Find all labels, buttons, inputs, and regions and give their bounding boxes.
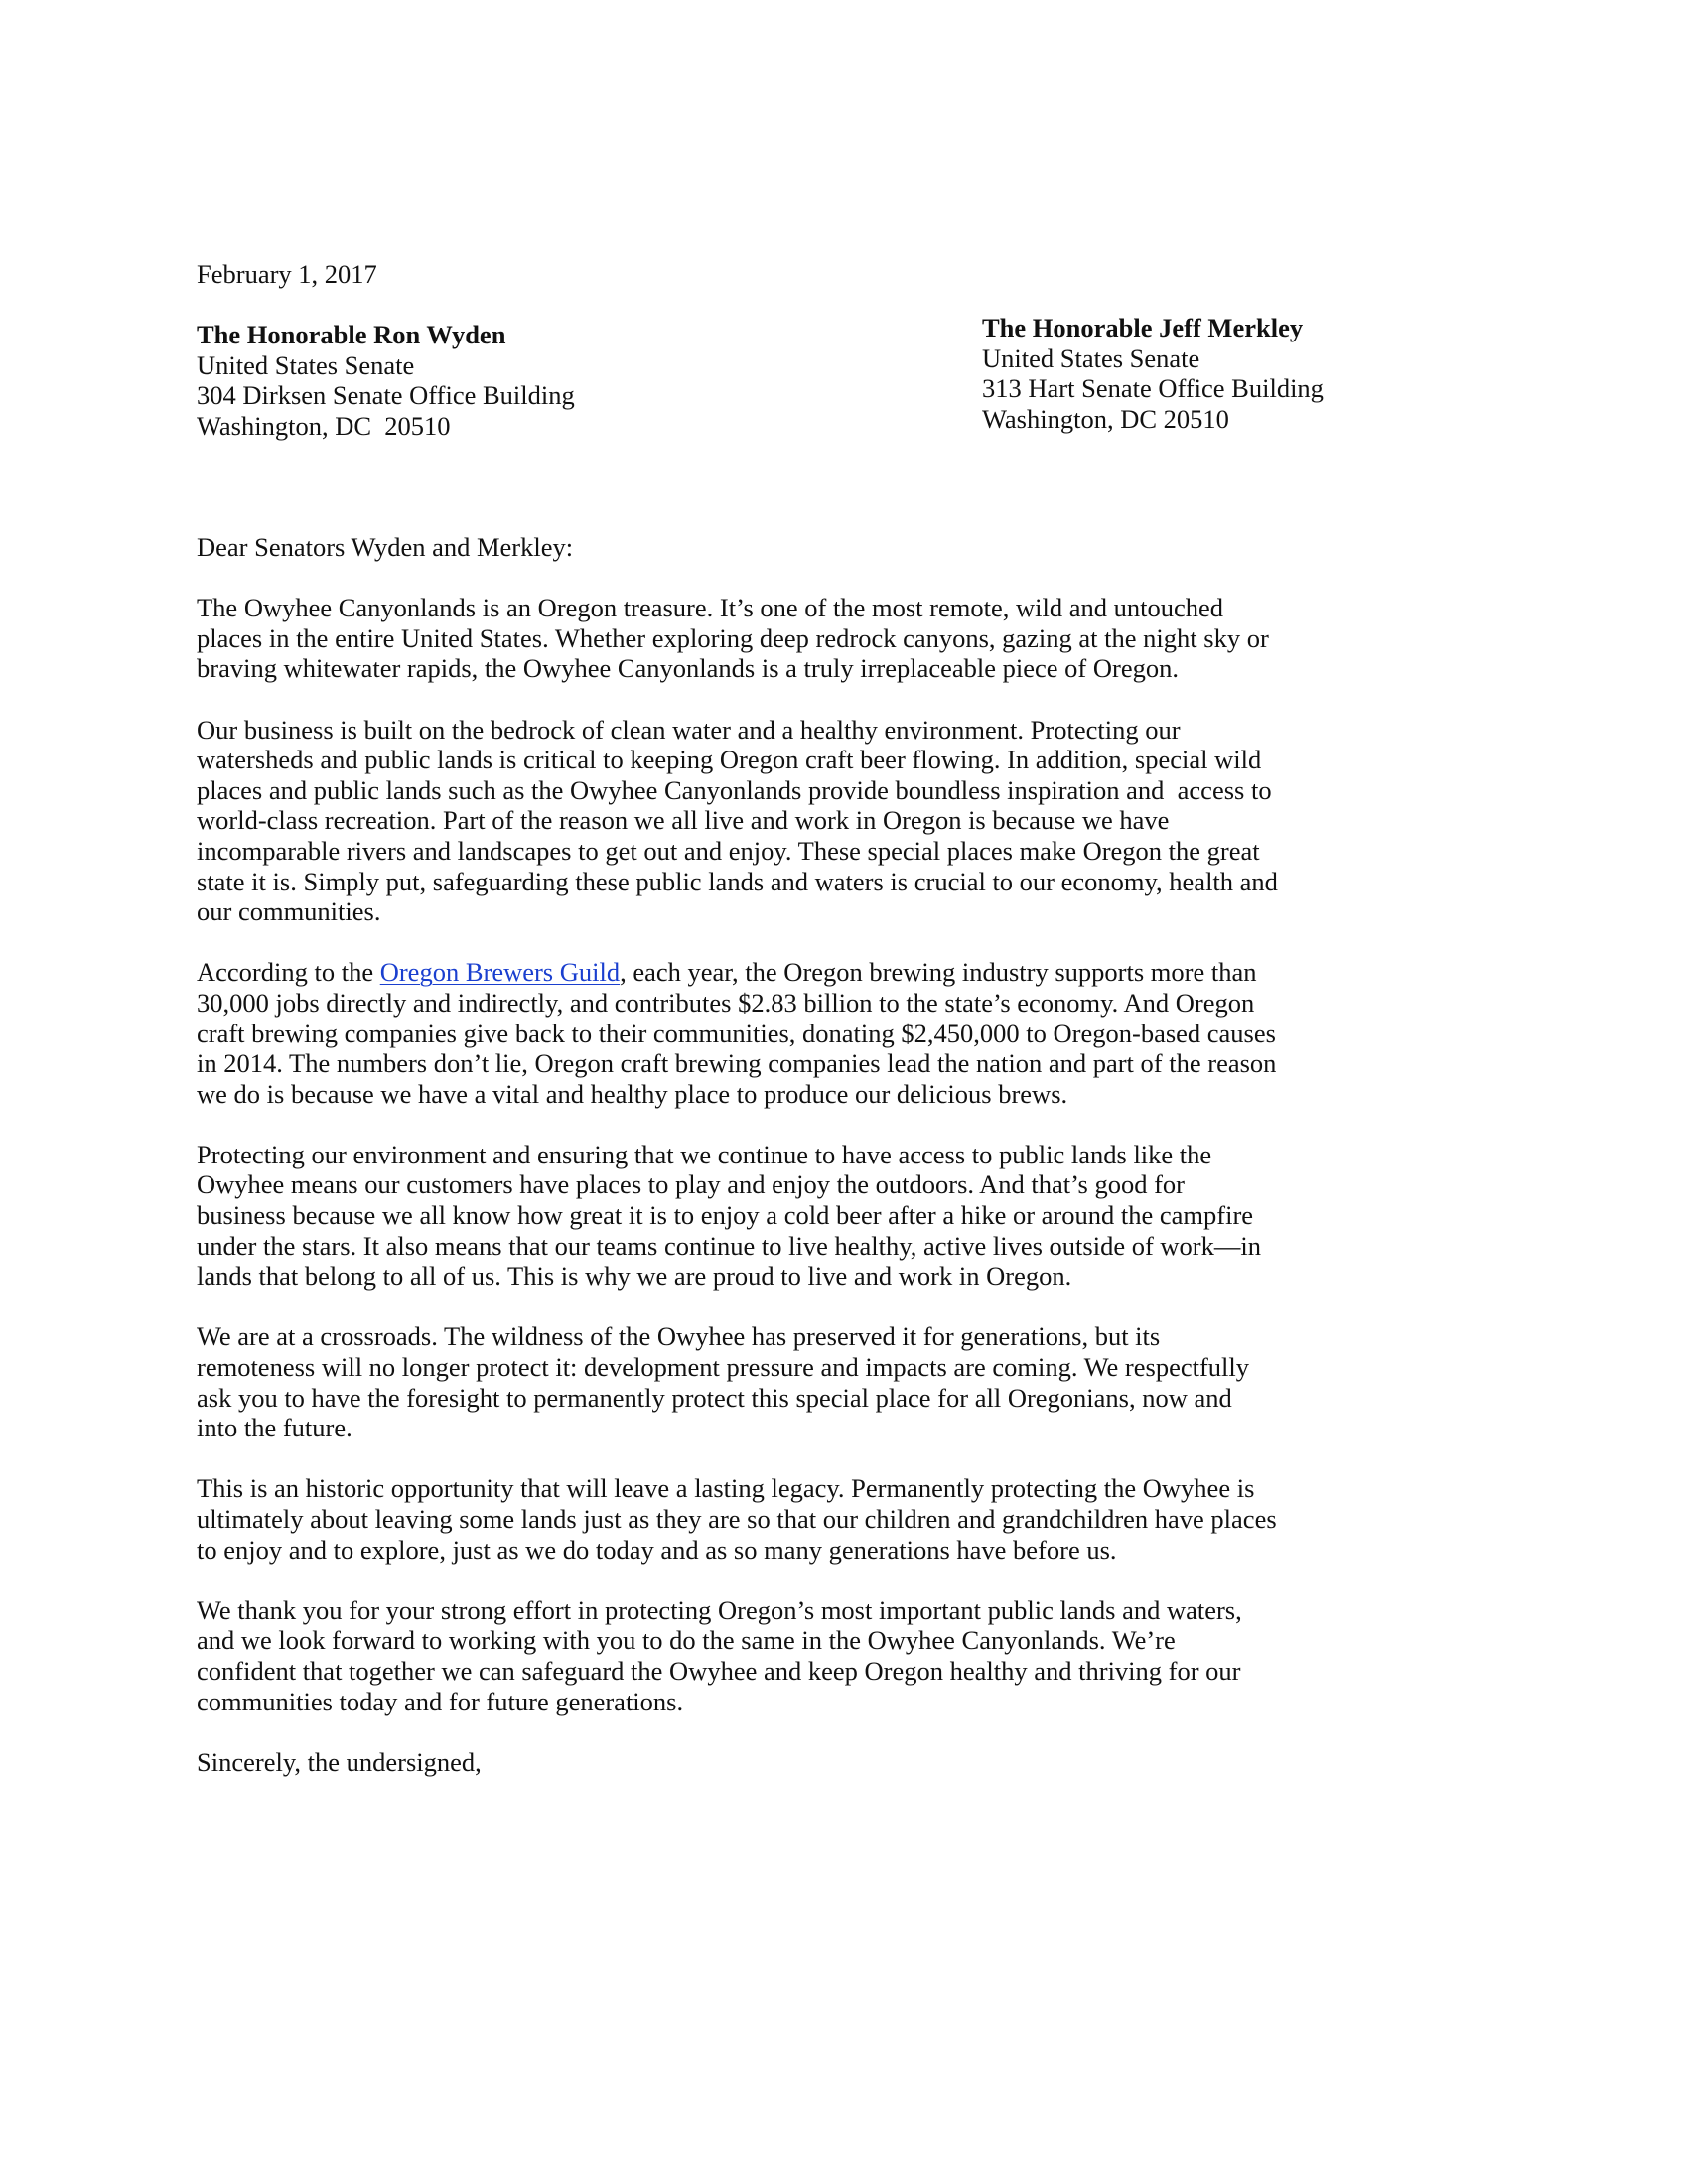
paragraph-line: lands that belong to all of us. This is why we are proud to live and work in Oregon. [197,1261,1072,1292]
paragraph-line: and we look forward to working with you to do the same in the Owyhee Canyonlands. We’re [197,1625,1176,1656]
paragraph-line: places and public lands such as the Owyhee Canyonlands provide boundless inspiration and access to [197,774,1272,805]
paragraph-line: confident that together we can safeguard the Owyhee and keep Oregon healthy and thriving for our [197,1655,1241,1686]
paragraph-line: watersheds and public lands is critical to keeping Oregon craft beer flowing. In addition, special wild [197,745,1262,775]
paragraph-line: we do is because we have a vital and healthy place to produce our delicious brews. [197,1078,1068,1109]
paragraph-line: to enjoy and to explore, just as we do today and as so many generations have before us. [197,1534,1117,1565]
recipient-city: Washington, DC 20510 [197,410,451,441]
recipient-merkley [982,313,1324,434]
paragraph-5 [197,1321,1278,1442]
paragraph-line: world-class recreation. Part of the reason we all live and work in Oregon is because we have [197,805,1170,836]
paragraph-gap [197,1716,1278,1747]
paragraph-line-with-link [197,957,1278,988]
paragraph-gap [197,927,1278,958]
paragraph-line: This is an historic opportunity that will leave a lasting legacy. Permanently protecting the Owyhee is [197,1473,1255,1504]
paragraph-line: Our business is built on the bedrock of clean water and a healthy environment. Protecting our [197,714,1181,745]
paragraph-line: 30,000 jobs directly and indirectly, and contributes $2.83 billion to the state’s economy. And Oregon [197,987,1255,1018]
paragraph-line: ultimately about leaving some lands just as they are so that our children and grandchildren have places [197,1504,1277,1534]
recipient-address: 313 Hart Senate Office Building [982,373,1324,404]
recipient-city: Washington, DC 20510 [982,403,1229,434]
paragraph-line: in 2014. The numbers don’t lie, Oregon craft brewing companies lead the nation and part of the reason [197,1048,1277,1079]
salutation: Dear Senators Wyden and Merkley: [197,532,574,562]
paragraph-line: communities today and for future generations. [197,1686,684,1716]
paragraph-gap [197,1292,1278,1322]
paragraph-line: The Owyhee Canyonlands is an Oregon treasure. It’s one of the most remote, wild and untouched [197,593,1223,623]
paragraph-gap [197,563,1278,594]
recipient-address: 304 Dirksen Senate Office Building [197,380,575,411]
closing: Sincerely, the undersigned, [197,1746,482,1777]
paragraph-3 [197,957,1278,1109]
paragraph-2 [197,715,1278,927]
paragraph-gap [197,684,1278,715]
date-text: February 1, 2017 [197,259,377,289]
paragraph-line: our communities. [197,896,381,927]
recipient-wyden [197,320,575,441]
paragraph-6 [197,1473,1278,1565]
paragraph-line: We thank you for your strong effort in protecting Oregon’s most important public lands and waters, [197,1594,1242,1625]
recipient-name: The Honorable Ron Wyden [197,320,506,349]
paragraph-line: Owyhee means our customers have places to play and enjoy the outdoors. And that’s good for [197,1169,1185,1200]
paragraph-line: business because we all know how great it is to enjoy a cold beer after a hike or around the campfire [197,1200,1254,1231]
letter-date [197,259,377,290]
paragraph-line: craft brewing companies give back to their communities, donating $2,450,000 to Oregon-based causes [197,1018,1276,1048]
recipient-org: United States Senate [197,349,415,380]
oregon-brewers-guild-link[interactable]: Oregon Brewers Guild [379,957,621,988]
paragraph-gap [197,1443,1278,1474]
paragraph-line: incomparable rivers and landscapes to get out and enjoy. These special places make Oregon the great [197,835,1260,866]
paragraph-line: Protecting our environment and ensuring that we continue to have access to public lands like the [197,1139,1212,1169]
text-after-link: , each year, the Oregon brewing industry supports more than [620,957,1257,988]
paragraph-7 [197,1595,1278,1716]
paragraph-line: into the future. [197,1413,352,1443]
paragraph-line: braving whitewater rapids, the Owyhee Canyonlands is a truly irreplaceable piece of Oregon. [197,653,1179,684]
paragraph-line: state it is. Simply put, safeguarding these public lands and waters is crucial to our economy, health and [197,866,1278,896]
recipient-name: The Honorable Jeff Merkley [982,313,1304,342]
paragraph-line: under the stars. It also means that our teams continue to live healthy, active lives outside of work—in [197,1230,1261,1261]
paragraph-line: We are at a crossroads. The wildness of the Owyhee has preserved it for generations, but its [197,1321,1161,1352]
paragraph-line: ask you to have the foresight to permanently protect this special place for all Oregonians, now and [197,1382,1232,1413]
paragraph-line: places in the entire United States. Whether exploring deep redrock canyons, gazing at the night sky or [197,622,1269,653]
letter-body [197,532,1278,1777]
paragraph-line: remoteness will no longer protect it: development pressure and impacts are coming. We respectfully [197,1352,1249,1383]
paragraph-4 [197,1140,1278,1292]
paragraph-gap [197,1565,1278,1595]
paragraph-gap [197,1109,1278,1140]
text-before-link: According to the [197,957,380,988]
paragraph-1 [197,593,1278,684]
recipient-org: United States Senate [982,342,1200,373]
